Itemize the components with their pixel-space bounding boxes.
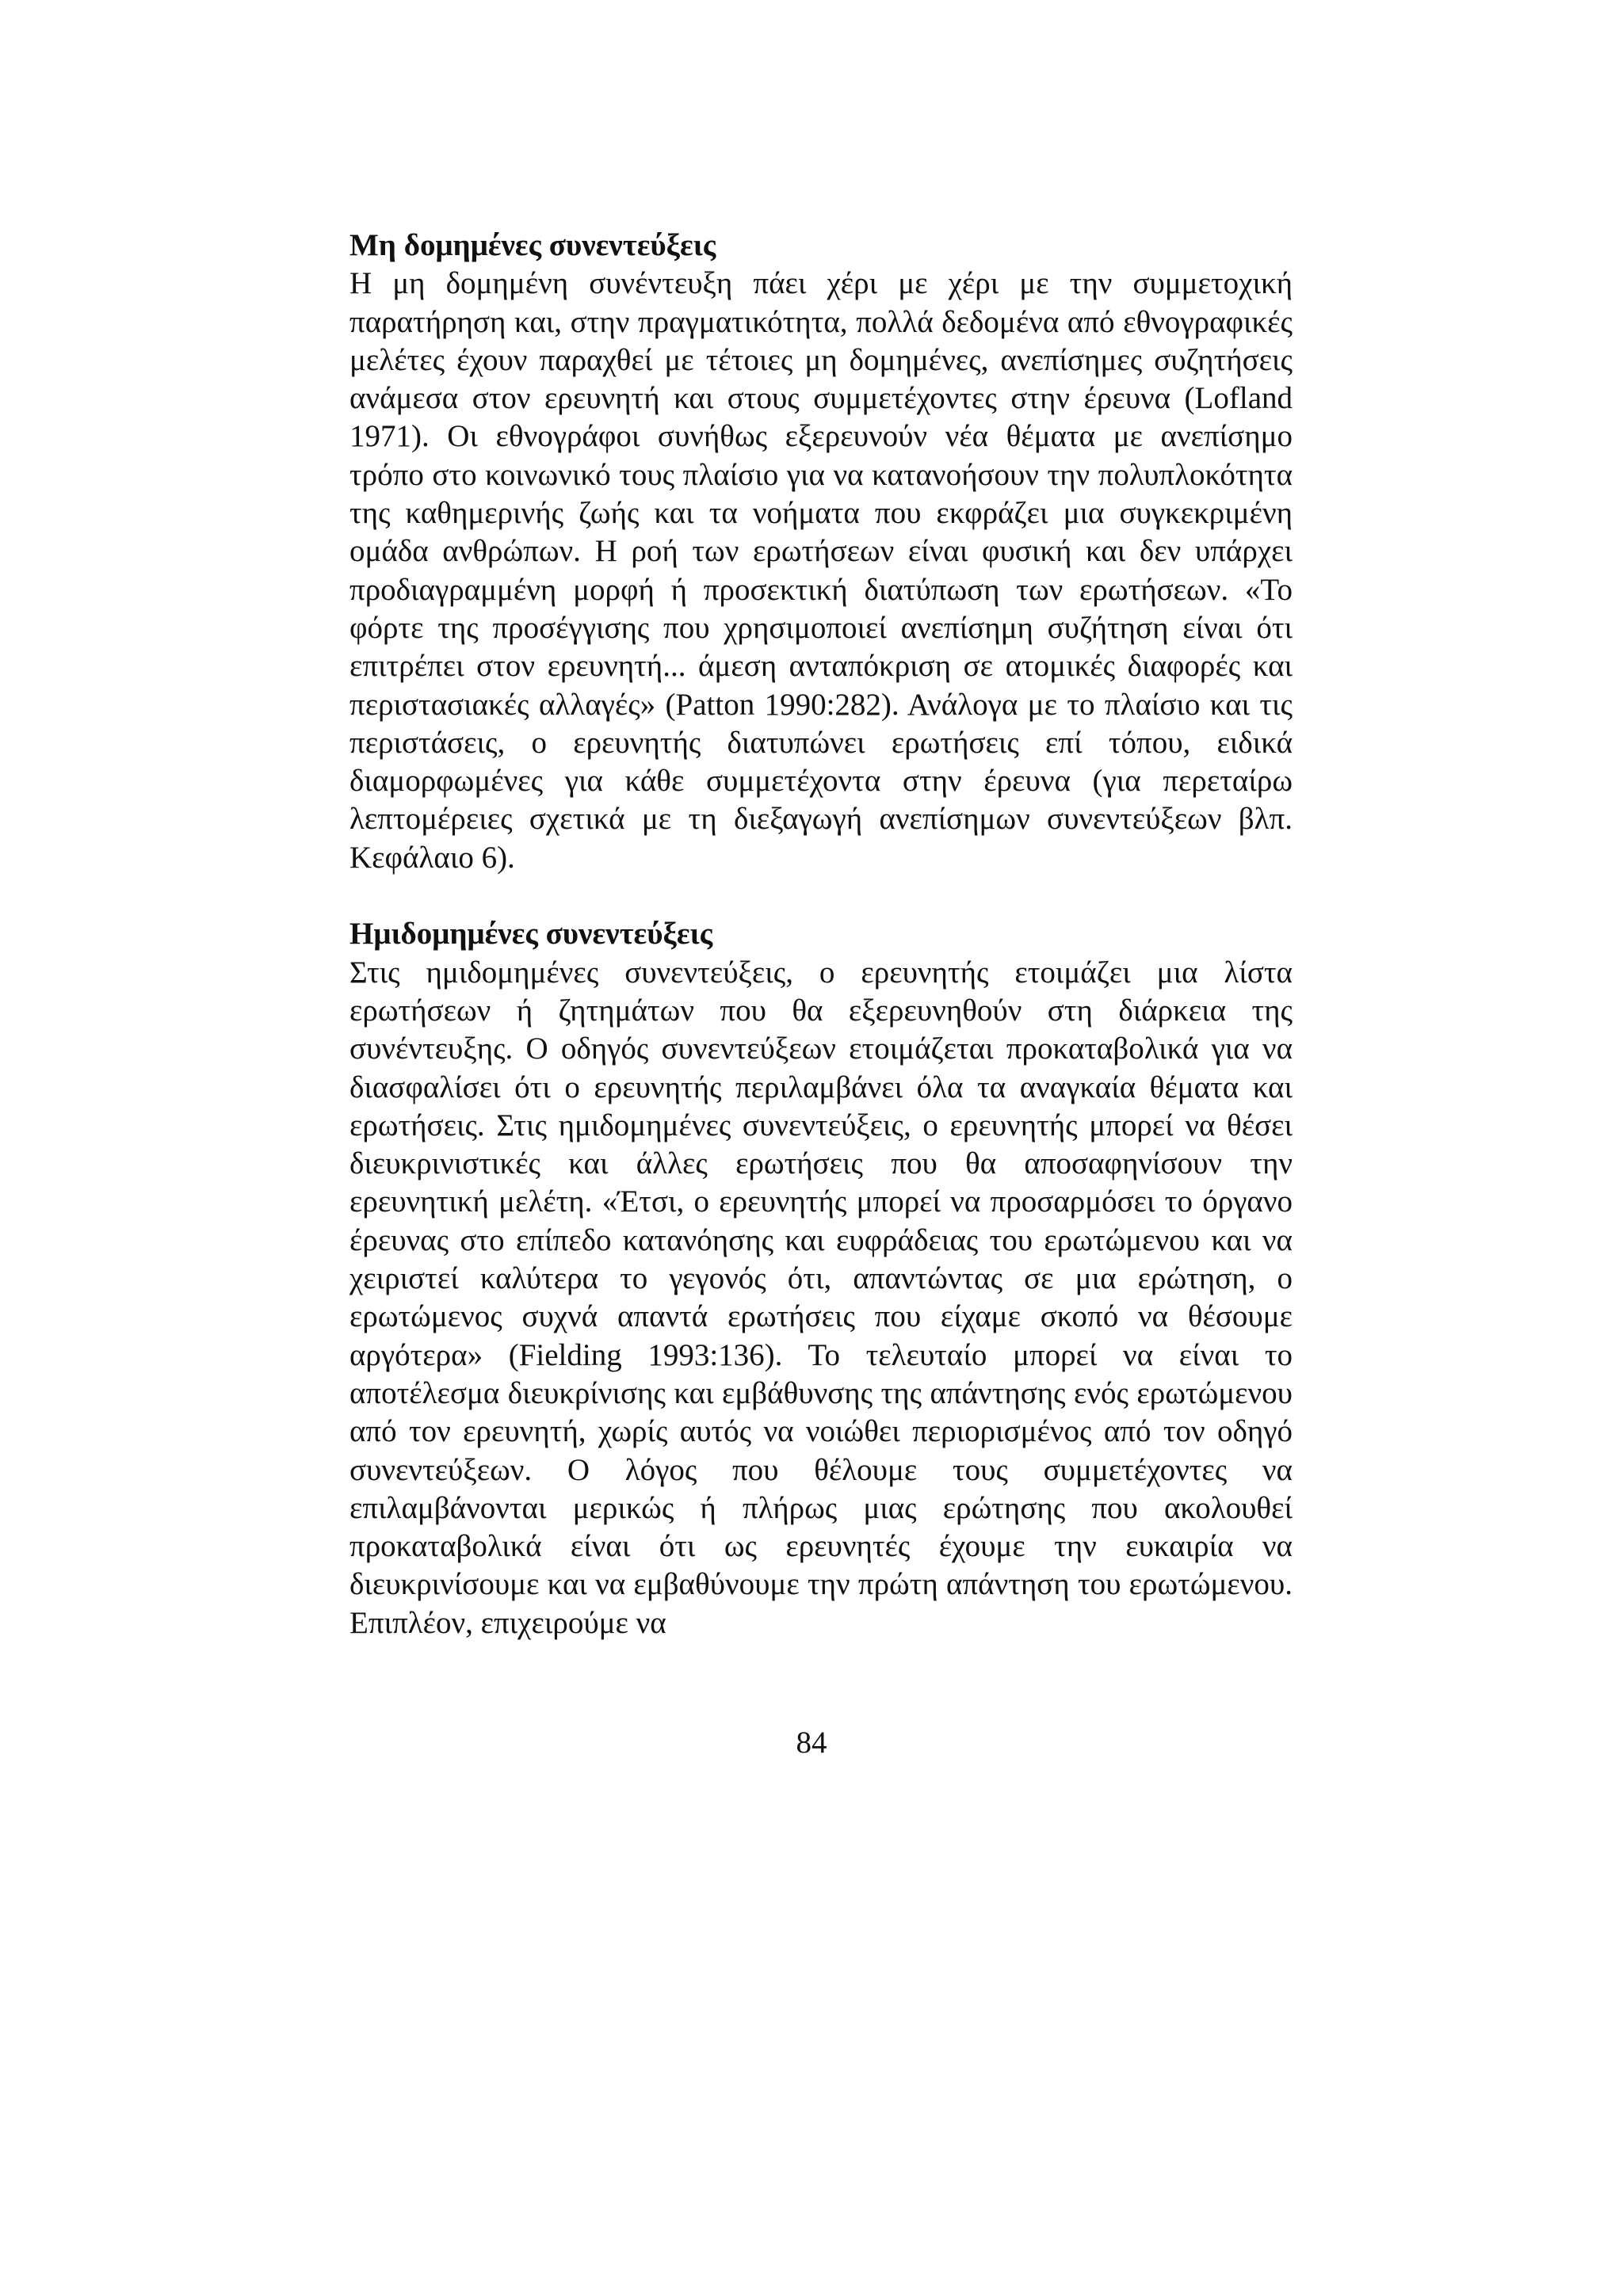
section-heading-semistructured: Ημιδομημένες συνεντεύξεις [349,917,713,952]
section-body-semistructured: Στις ημιδομημένες συνεντεύξεις, ο ερευνητής ετοιμάζει μια λίστα ερωτήσεων ή ζητημάτων που θα εξερευνηθούν στη διάρκεια της συνέντευξης. Ο οδηγός συνεντεύξεων ετοιμάζεται προκαταβολικά για να διασφαλίσει ότι ο ερευνητής περιλαμβάνει όλα τα αναγκαία θέματα και ερωτήσεις. Στις ημιδομημένες συνεντεύξεις, ο ερευνητής μπορεί να θέσει διευκρινιστικές και άλλες ερωτήσεις που θα αποσαφηνίσουν την ερευνητική μελέτη. «Έτσι, ο ερευνητής μπορεί να προσαρμόσει το όργανο έρευνας στο επίπεδο κατανόησης και ευφράδειας του ερωτώμενου και να χειριστεί καλύτερα το γεγονός ότι, απαντώντας σε μια ερώτηση, ο ερωτώμενος συχνά απαντά ερωτήσεις που είχαμε σκοπό να θέσουμε αργότερα» (Fielding 1993:136). Το τελευταίο μπορεί να είναι το αποτέλεσμα διευκρίνισης και εμβάθυνσης της απάντησης ενός ερωτώμενου από τον ερευνητή, χωρίς αυτός να νοιώθει περιορισμένος από τον οδηγό συνεντεύξεων. Ο λόγος που θέλουμε τους συμμετέχοντες να επιλαμβάνονται μερικώς ή πλήρως μιας ερώτησης που ακολουθεί προκαταβολικά είναι ότι ως ερευνητές έχουμε την ευκαιρία να διευκρινίσουμε και να εμβαθύνουμε την πρώτη απάντηση του ερωτώμενου. Επιπλέον, επιχειρούμε να [349,955,1293,1640]
text-column [349,227,1293,1642]
section-body-unstructured: Η μη δομημένη συνέντευξη πάει χέρι με χέρι με την συμμετοχική παρατήρηση και, στην πραγματικότητα, πολλά δεδομένα από εθνογραφικές μελέτες έχουν παραχθεί με τέτοιες μη δομημένες, ανεπίσημες συζητήσεις ανάμεσα στον ερευνητή και στους συμμετέχοντες στην έρευνα (Lofland 1971). Οι εθνογράφοι συνήθως εξερευνούν νέα θέματα με ανεπίσημο τρόπο στο κοινωνικό τους πλαίσιο για να κατανοήσουν την πολυπλοκότητα της καθημερινής ζωής και τα νοήματα που εκφράζει μια συγκεκριμένη ομάδα ανθρώπων. Η ροή των ερωτήσεων είναι φυσική και δεν υπάρχει προδιαγραμμένη μορφή ή προσεκτική διατύπωση των ερωτήσεων. «Το φόρτε της προσέγγισης που χρησιμοποιεί ανεπίσημη συζήτηση είναι ότι επιτρέπει στον ερευνητή... άμεση ανταπόκριση σε ατομικές διαφορές και περιστασιακές αλλαγές» (Patton 1990:282). Ανάλογα με το πλαίσιο και τις περιστάσεις, ο ερευνητής διατυπώνει ερωτήσεις επί τόπου, ειδικά διαμορφωμένες για κάθε συμμετέχοντα στην έρευνα (για περεταίρω λεπτομέρειες σχετικά με τη διεξαγωγή ανεπίσημων συνεντεύξεων βλπ. Κεφάλαιο 6). [349,266,1293,875]
section-heading-unstructured: Μη δομημένες συνεντεύξεις [349,228,716,262]
section-spacer [349,877,1293,915]
page-number: 84 [796,1726,827,1760]
